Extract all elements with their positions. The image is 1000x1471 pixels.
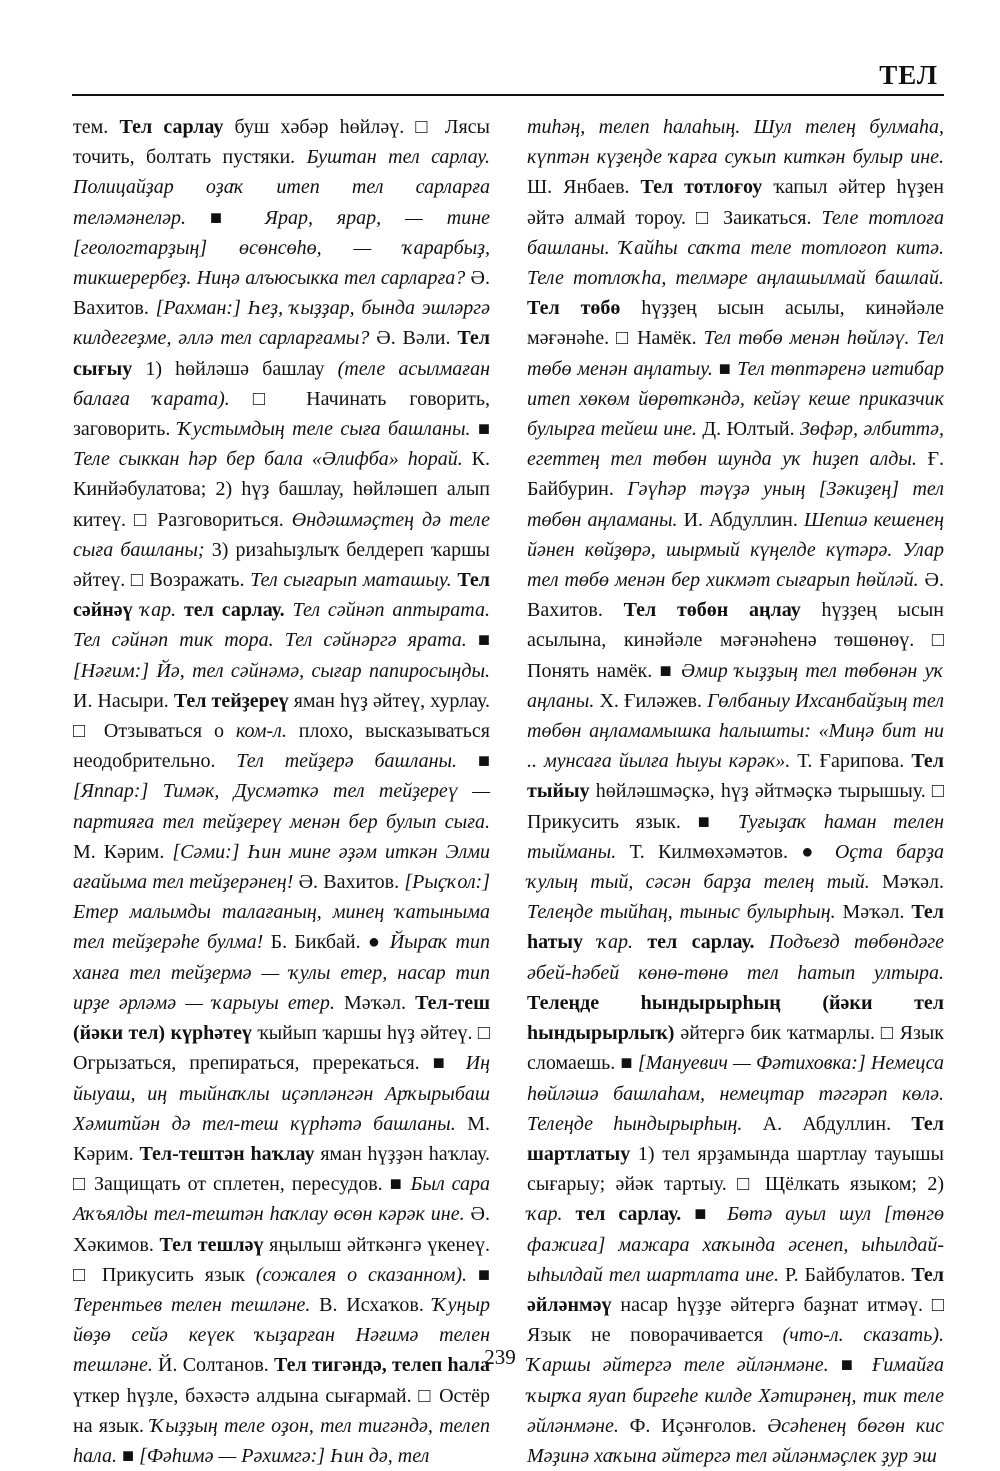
example-text: Тел төптәренә иғтибар итеп хөкөм йөрөткәндә, кейәү кеше приказчик булырға тейеш ине. [527,357,944,441]
page-number: 239 [484,1345,516,1369]
definition-text: буш хәбәр һөйләү. □ Лясы точить, болтать пустяки. [73,116,490,169]
definition-text: яман һүҙ әйтеү, хурлау. □ Отзываться о [73,689,490,743]
definition-text: ҡыйып ҡаршы һүҙ әйтеү. □ Огрызаться, препираться, пререкаться. ■ [73,1022,490,1075]
definition-text: ■ [681,1203,728,1226]
headword: Тел әйләнмәү [527,1263,944,1316]
definition-text [285,599,293,621]
example-text: ком-л. [235,720,287,743]
definition-text [755,931,769,953]
definition-text: Х. Ғиләжев. [594,689,708,712]
example-text: ҡар. [140,599,177,622]
definition-text: Ш. Янбаев. [527,176,641,199]
definition-text: насар һүҙҙе әйтергә баҙнат итмәү. □ Язык не поворачивается [527,1293,944,1347]
example-text: Гәүһәр тәүҙә уның [Зәкиҙең] тел төбөн аңламаны. [527,478,944,531]
right-column-text [527,112,944,1471]
definition-text: һөйләшмәҫкә, һүҙ әйтмәҫкә тырышыу. □ Прикусить язык. ■ [527,780,944,833]
example-text: Ҡаршы әйтергә теле әйләнмәне. [527,1354,829,1377]
example-text: [Нәғим:] Йә, тел сәйнәмә, сығар папиросыңды. [73,659,490,682]
example-text: (что-л. сказать). [782,1324,944,1347]
definition-text: яман һүҙҙән һаҡлау. □ Защищать от сплетен, пересудов. ■ [73,1142,490,1196]
example-text: ҡар. [597,931,633,954]
definition-text: Ф. Иҫәнғолов. [618,1414,768,1437]
definition-text: Ә. Хәкимов. [73,1203,490,1256]
example-text: Телеңде тыйһаң, тыныс булырһың. [527,901,836,924]
definition-text: Ғ. Байбурин. [527,448,945,501]
definition-text [176,599,184,621]
example-text: [Сәми:] Һин мине әҙәм иткән Элми ағайыма тел тейҙерәнең! [73,840,490,894]
example-text: Әмир ҡыҙҙың тел төбөнән уҡ аңланы. [527,659,944,712]
definition-text: М. Кәрим. [73,840,173,863]
definition-text: 1) һөйләшә башлау [132,357,338,380]
definition-text: ҡапыл әйтер һүҙен әйтә алмай тороу. □ Заикаться. [527,176,944,229]
example-text: Гөлбаныу Ихсанбайҙың тел төбөн аңламамышка һалышты: «Миңә бит ни .. мунсаға йылға һыуы кәрәк». [527,689,944,773]
definition-text: ■ [116,1444,140,1467]
definition-text: ■ [470,418,490,441]
example-text: Буштан тел сарлау. Полицайҙар оҙаҡ итеп тел сарларға теләмәнеләр. [73,146,490,229]
example-text: [Рахман:] Һеҙ, ҡыҙҙар, бында эшләргә килдегеҙме, әллә тел сарларғамы? [73,297,490,350]
definition-text: Р. Байбулатов. [779,1263,912,1286]
definition-text: К. Кинйәбулатова; 2) һүҙ башлау, һөйләшеп алып китеү. □ Разговориться. [73,448,490,531]
definition-text: Д. Юлтый. [697,418,800,441]
example-text: тиһәң, телеп һалаһың. Шул телең булмаһа, күптән күҙеңде ҡарға суҡып киткән булыр ине. [527,116,944,169]
example-text: Тел тейҙерә башланы. [236,750,458,773]
definition-text: М. Кәрим. [73,1112,490,1165]
headword: тел сарлау. [647,931,755,954]
example-text: Ҡустымдың теле сыға башланы. [177,418,471,441]
definition-text [133,599,141,621]
left-column-text [73,112,490,1471]
definition-text: Мәҡәл. [869,871,945,894]
definition-text: Б. Бикбай. ● [263,931,390,954]
definition-text: ■ [828,1354,873,1377]
example-text: Ярар, ярар, — тине [геологтарҙың] өсөнсөһө, — ҡарарбыҙ, тикшерербеҙ. Ниңә алъюсыкка тел сарларға? [73,206,490,290]
definition-text: ■ [712,357,738,380]
headword: Тел тейҙереү [173,689,289,712]
headword: Тел сығыу [73,327,490,380]
example-text: [Рыҫҡол:] Етер малымды талағаның, минең ҡатыныма тел тейҙерәһе булма! [73,871,490,954]
headword: Тел сарлау [119,116,224,138]
definition-text: яңылыш әйткәнгә үкенеү. □ Прикусить язык [73,1233,491,1286]
definition-text: ■ [185,206,265,229]
example-text: Шепшә кешенең йәнен көйҙөрә, шырмый күңелде күтәрә. Улар тел төбө менән бер хикмәт сығарып һөйләй. [527,508,945,592]
example-text: [Фәһимә — Рәхимгә:] Һин дә, тел [139,1444,430,1467]
definition-text: һүҙҙең ысын асылы, кинәйәле мәғәнәһе. □ Намёк. [527,297,944,350]
header-rule [72,94,944,96]
example-text: Зөфәр, әлбиттә, егеттең тел төбөн шунда уҡ һиҙеп алды. [527,418,944,471]
headword: тел сарлау. [575,1203,682,1226]
definition-text: Ә. Вахитов. [527,569,944,622]
headword: Тел төбө [527,297,621,320]
definition-text: ■ [457,750,490,773]
example-text: (сожалея о сказанном). [255,1263,468,1286]
definition-text: □ Начинать говорить, заговорить. [73,387,490,441]
headword: Тел-тештән һаҡлау [139,1142,315,1165]
definition-text: 1) тел ярҙамында шартлау тауышы сығарыу; әйәк тартыу. □ Щёлкать языком; 2) [527,1142,944,1196]
definition-text: И. Насыри. [73,689,174,712]
definition-text: 3) ризаһыҙлыҡ белдереп ҡаршы әйтеү. □ Возражать. [73,538,490,592]
example-text: ҡар. [527,1203,563,1226]
definition-text: Ә. Вахитов. [293,871,405,894]
example-text: Терентьев телен тешләне. [73,1293,311,1316]
example-text: Подъезд төбөндәге әбей-һәбей көнө-төнө тел һатып ултыра. [527,931,945,984]
definition-text: әйтергә бик ҡатмарлы. □ Язык сломаешь. ■ [527,1022,944,1075]
running-header: ТЕЛ [879,60,938,90]
headword: Тел һатыу [527,901,944,954]
definition-text [563,1203,576,1225]
definition-text: Ә. Вәли. [369,327,458,350]
definition-text: Мәҡәл. [835,901,912,924]
example-text: Ҡуңыр йөҙө сейә кеүек ҡыҙарған Нәғимә телен тешләне. [73,1293,490,1377]
example-text: Туғыҙаҡ һаман телен тыйманы. [527,810,944,863]
example-text: Теле сыккан һәр бер бала «Әлифба» һорай. [73,448,463,471]
example-text: Өндәшмәҫтең дә теле сыға башланы; [73,508,490,561]
example-text: (теле асылмаған балаға ҡарата). [73,357,490,410]
example-text: [Яппар:] Тимәк, Дусмәткә тел тейҙереү — партияға тел тейҙереү менән бер булып сыға. [73,780,490,833]
definition-text [633,931,647,953]
example-text: Тел төбө менән һөйләү. Тел төбө менән аңлатыу. [527,327,944,380]
definition-text: Т. Килмөхәмәтов. ● [616,840,835,863]
left-column [73,112,490,1471]
headword: Телеңде һындырырһың (йәки тел һындырырлыҡ) [527,991,944,1045]
headword: Тел тешләү [159,1233,264,1256]
example-text: Йыраҡ тип ханға тел тейҙермә — ҡулы етер, насар тип ирҙе әрләмә — ҡарыуы етер. [73,931,491,1014]
headword: Тел сәйнәү [73,569,491,622]
example-text: Ҡыҙҙың теле оҙон, тел тигәндә, телеп һала. [73,1414,491,1467]
definition-text: Й. Солтанов. [152,1354,274,1377]
example-text: Ғимайға ҡырҡа яуап биргеһе килде Хәтирәнең, тик теле әйләнмәне. [527,1354,944,1437]
definition-text: ■ [467,1263,490,1286]
headword: Тел төбөн аңлау [623,599,801,622]
definition-text: И. Абдуллин. [677,508,804,531]
definition-text: Мәҡәл. [334,991,416,1014]
example-text: Тел сығарып маташыу. [250,569,452,592]
headword: Тел-теш (йәки тел) күрһәтеү [73,991,491,1045]
example-text: Оҫта барҙа ҡулың тый, сәсән барҙа телең тый. [527,840,944,894]
definition-text: ■ [466,629,490,652]
example-text: Был сара Аҡъялды тел-тештән һаҡлау өсөн кәрәк ине. [73,1173,491,1226]
definition-text: Т. Ғарипова. [790,750,912,773]
headword: Тел шартлатыу [527,1112,944,1165]
example-text: Бөтә ауыл шул [төнгө фажиға] мажара хаҡында әсенеп, ыһылдай-ыһылдай тел шартлата ине. [527,1203,944,1286]
definition-text [583,931,597,953]
headword: тел сарлау. [183,599,285,622]
headword: Тел тотлоғоу [640,176,763,199]
definition-text: плохо, высказываться неодобрительно. [73,720,490,773]
headword: Тел тыйыу [527,750,944,803]
headword: Тел тигәндә, телеп һала [274,1354,490,1377]
right-column [527,112,944,1471]
example-text: [Мануевич — Фәтиховка:] Немецса һөйләшә башлаһам, немецтар тәгәрәп көлә. Телеңде һындырырһың. [527,1052,944,1135]
definition-text: В. Исхаҡов. [310,1293,433,1316]
example-text: Теле тотлоға башланы. Ҡайһы саҡта теле тотлоғоп китә. Теле тотлоҡһа, телмәре аңлашылмай башлай. [527,206,945,290]
definition-text: Ә. Вахитов. [73,267,490,320]
example-text: Әсәһенең бөгөн кис Мәҙинә хаҡына әйтергә тел әйләнмәҫлек ҙур эш [527,1414,944,1467]
example-text: Тел сәйнәп аптырата. Тел сәйнәп тик тора. Тел сәйнәргә ярата. [73,599,490,652]
definition-text: үткер һүҙле, бәхәстә алдына сығармай. □ Остёр на язык. [73,1384,490,1437]
definition-text: А. Абдуллин. [742,1112,912,1135]
definition-text: тем. [73,116,120,138]
example-text: Иң йыуаш, иң тыйнаҡлы иҫәпләнгән Арҡырыбаш Хәмитйән дә тел-теш күрһәтә башланы. [73,1052,490,1135]
definition-text: һүҙҙең ысын асылына, кинәйәле мәғәнәһенә төшөнөү. □ Понять намёк. ■ [527,599,944,682]
